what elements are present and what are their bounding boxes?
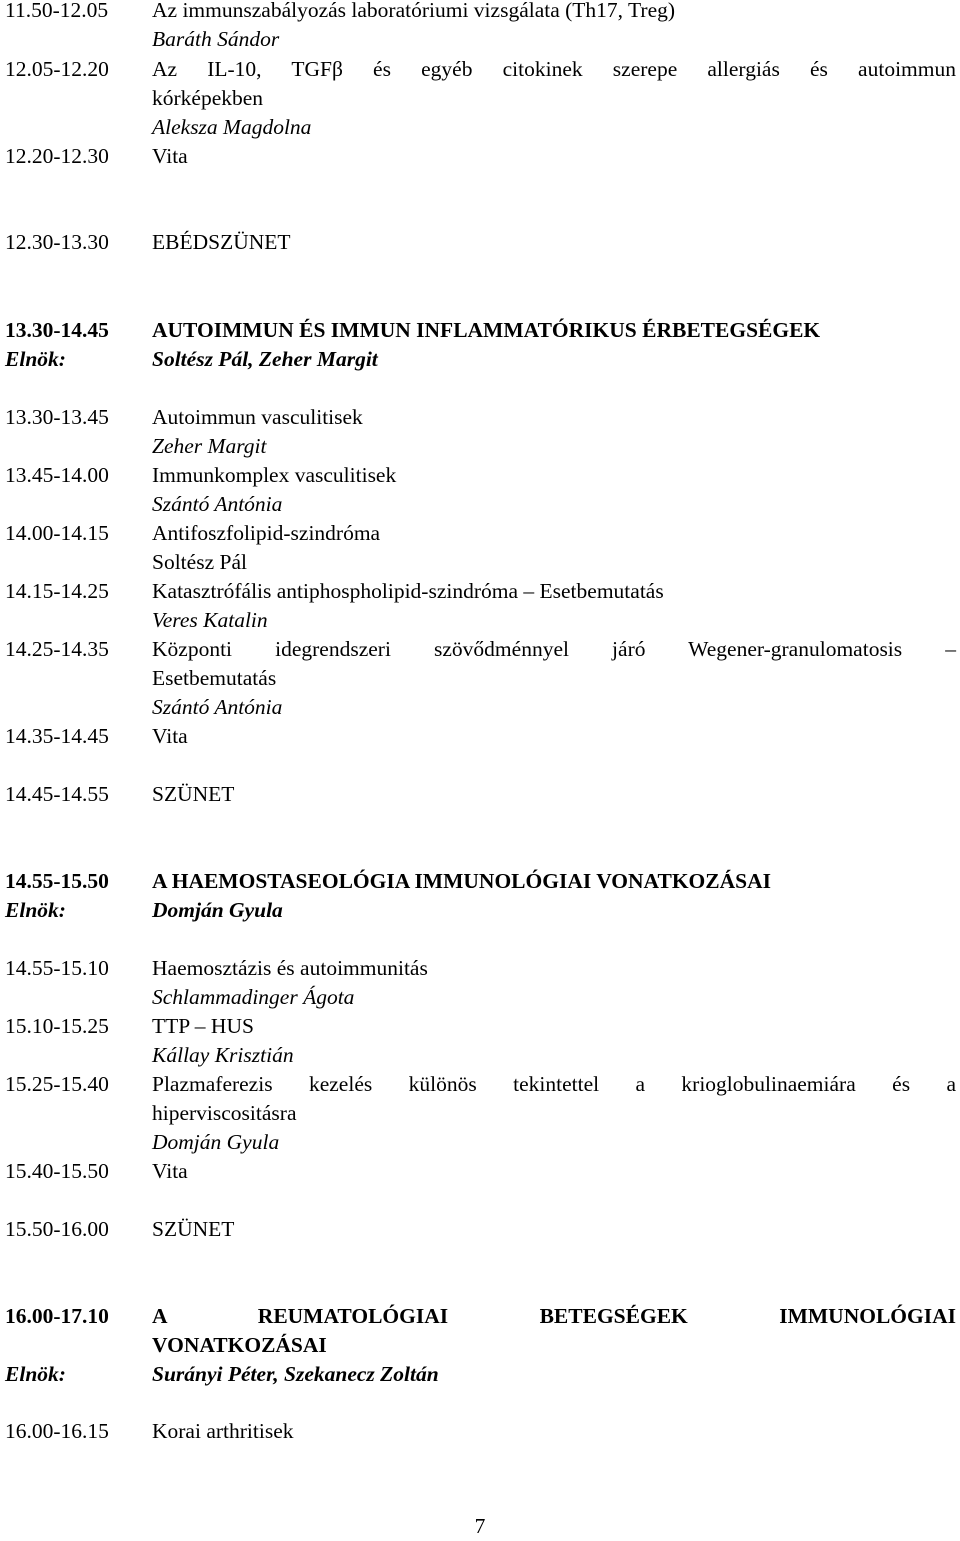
- session-header: [5, 1302, 956, 1331]
- speaker-name: Domján Gyula: [152, 1130, 280, 1154]
- speaker-name: Soltész Pál: [152, 550, 247, 574]
- talk-title-continued: Esetbemutatás: [152, 666, 277, 690]
- speaker-name: Aleksza Magdolna: [152, 115, 312, 139]
- schedule-row: [5, 1215, 956, 1244]
- break-label: SZÜNET: [152, 1217, 235, 1241]
- speaker-name: Szántó Antónia: [152, 492, 283, 516]
- schedule-row: [5, 25, 956, 54]
- schedule-row: [5, 693, 956, 722]
- break-label: SZÜNET: [152, 782, 235, 806]
- schedule-row: [5, 1099, 956, 1128]
- session-title: A REUMATOLÓGIAI BETEGSÉGEK IMMUNOLÓGIAI: [152, 1304, 956, 1328]
- talk-title: Az IL-10, TGFβ és egyéb citokinek szerepe allergiás és autoimmun: [152, 57, 956, 81]
- schedule-row: [5, 1041, 956, 1070]
- time-slot: 13.45-14.00: [5, 463, 109, 487]
- chair-row: [5, 1360, 956, 1389]
- page-number: 7: [474, 1514, 486, 1538]
- chair-names: Domján Gyula: [152, 898, 283, 922]
- session-time: 14.55-15.50: [5, 869, 109, 893]
- session-time: 13.30-14.45: [5, 318, 109, 342]
- talk-title: Immunkomplex vasculitisek: [152, 463, 397, 487]
- schedule-row: [5, 577, 956, 606]
- speaker-name: Szántó Antónia: [152, 695, 283, 719]
- talk-title-continued: kórképekben: [152, 86, 264, 110]
- schedule-row: [5, 403, 956, 432]
- chair-label: Elnök:: [5, 898, 66, 922]
- schedule-row: [5, 55, 956, 84]
- chair-names: Surányi Péter, Szekanecz Zoltán: [152, 1362, 439, 1386]
- schedule-row: [5, 228, 956, 257]
- time-slot: 12.20-12.30: [5, 144, 109, 168]
- talk-title: Az immunszabályozás laboratóriumi vizsgálata (Th17, Treg): [152, 0, 676, 22]
- time-slot: 13.30-13.45: [5, 405, 109, 429]
- session-title: A HAEMOSTASEOLÓGIA IMMUNOLÓGIAI VONATKOZÁSAI: [152, 869, 771, 893]
- talk-title-continued: hiperviscositásra: [152, 1101, 297, 1125]
- schedule-row: [5, 432, 956, 461]
- break-label: EBÉDSZÜNET: [152, 230, 291, 254]
- talk-title: TTP – HUS: [152, 1014, 254, 1038]
- time-slot: 15.25-15.40: [5, 1072, 109, 1096]
- talk-title: Plazmaferezis kezelés különös tekintettel a krioglobulinaemiára és a: [152, 1072, 956, 1096]
- schedule-row: [5, 1417, 956, 1446]
- session-title: AUTOIMMUN ÉS IMMUN INFLAMMATÓRIKUS ÉRBETEGSÉGEK: [152, 318, 821, 342]
- speaker-name: Schlammadinger Ágota: [152, 985, 355, 1009]
- schedule-row: [5, 1070, 956, 1099]
- speaker-name: Veres Katalin: [152, 608, 268, 632]
- time-slot: 15.40-15.50: [5, 1159, 109, 1183]
- schedule-row: [5, 635, 956, 664]
- time-slot: 14.15-14.25: [5, 579, 109, 603]
- schedule-row: [5, 1128, 956, 1157]
- schedule-row: [5, 780, 956, 809]
- speaker-name: Zeher Margit: [152, 434, 267, 458]
- time-slot: 14.45-14.55: [5, 782, 109, 806]
- time-slot: 11.50-12.05: [5, 0, 109, 22]
- session-header-continued: [5, 1331, 956, 1360]
- time-slot: 15.10-15.25: [5, 1014, 109, 1038]
- chair-label: Elnök:: [5, 1362, 66, 1386]
- time-slot: 14.55-15.10: [5, 956, 109, 980]
- time-slot: 14.35-14.45: [5, 724, 109, 748]
- time-slot: 12.05-12.20: [5, 57, 109, 81]
- time-slot: 14.25-14.35: [5, 637, 109, 661]
- chair-row: [5, 896, 956, 925]
- time-slot: 16.00-16.15: [5, 1419, 109, 1443]
- talk-title: Korai arthritisek: [152, 1419, 294, 1443]
- schedule-row: [5, 606, 956, 635]
- schedule-row: [5, 519, 956, 548]
- schedule-row: [5, 142, 956, 171]
- schedule-row: [5, 113, 956, 142]
- schedule-row: [5, 490, 956, 519]
- chair-label: Elnök:: [5, 347, 66, 371]
- speaker-name: Baráth Sándor: [152, 27, 280, 51]
- schedule-row: [5, 983, 956, 1012]
- schedule-row: [5, 0, 956, 25]
- chair-row: [5, 345, 956, 374]
- schedule-row: [5, 722, 956, 751]
- schedule-row: [5, 548, 956, 577]
- time-slot: 12.30-13.30: [5, 230, 109, 254]
- schedule-row: [5, 664, 956, 693]
- schedule-row: [5, 954, 956, 983]
- schedule-row: [5, 1157, 956, 1186]
- session-title-continued: VONATKOZÁSAI: [152, 1333, 327, 1357]
- discussion-label: Vita: [152, 144, 188, 168]
- schedule-row: [5, 1012, 956, 1041]
- session-header: [5, 867, 956, 896]
- talk-title: Haemosztázis és autoimmunitás: [152, 956, 428, 980]
- schedule-row: [5, 84, 956, 113]
- speaker-name: Kállay Krisztián: [152, 1043, 294, 1067]
- discussion-label: Vita: [152, 724, 188, 748]
- discussion-label: Vita: [152, 1159, 188, 1183]
- time-slot: 15.50-16.00: [5, 1217, 109, 1241]
- talk-title: Katasztrófális antiphospholipid-szindróma – Esetbemutatás: [152, 579, 664, 603]
- talk-title: Autoimmun vasculitisek: [152, 405, 363, 429]
- session-time: 16.00-17.10: [5, 1304, 109, 1328]
- talk-title: Központi idegrendszeri szövődménnyel járó Wegener-granulomatosis –: [152, 637, 956, 661]
- schedule-row: [5, 461, 956, 490]
- chair-names: Soltész Pál, Zeher Margit: [152, 347, 378, 371]
- session-header: [5, 316, 956, 345]
- time-slot: 14.00-14.15: [5, 521, 109, 545]
- talk-title: Antifoszfolipid-szindróma: [152, 521, 381, 545]
